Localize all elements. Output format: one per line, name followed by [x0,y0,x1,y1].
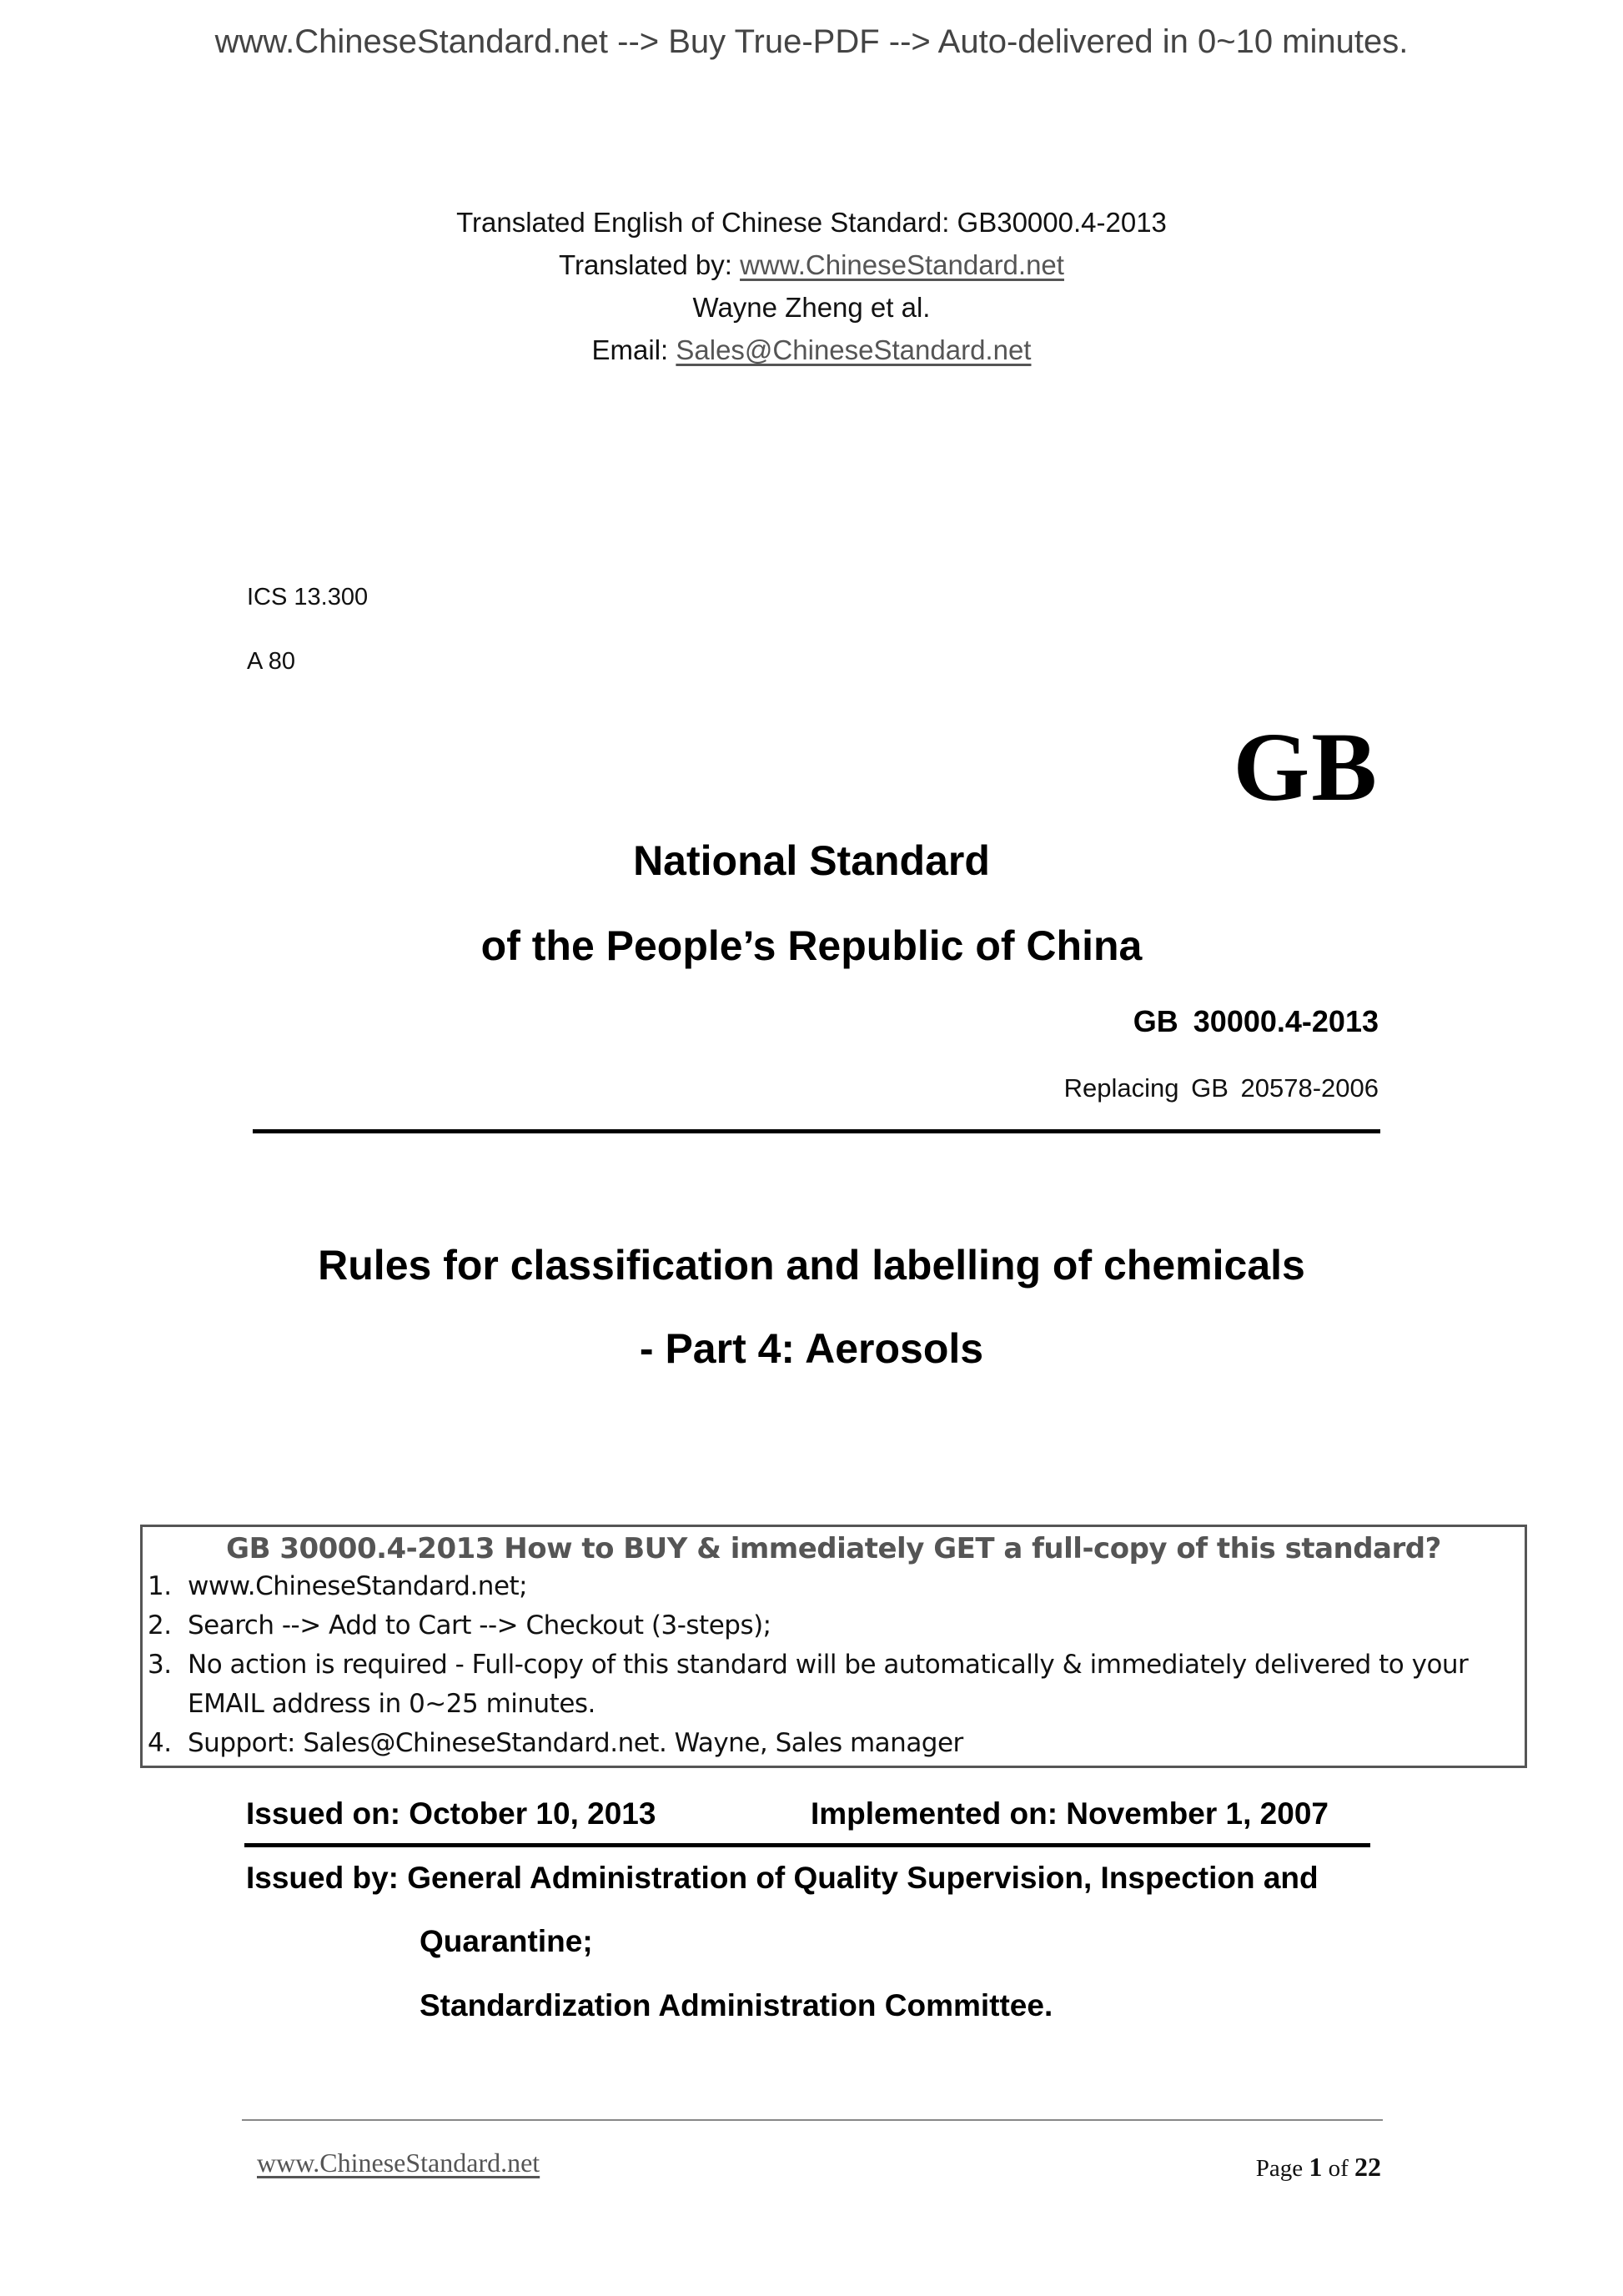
step-text: No action is required - Full-copy of this standard will be automatically & immediately delivered to your EMAIL address in 0~25 minutes. [188,1650,1469,1719]
ccs-code: A 80 [247,648,296,675]
top-banner: www.ChineseStandard.net --> Buy True-PDF --> Auto-delivered in 0~10 minutes. [214,23,1409,60]
page-current: 1 [1309,2152,1323,2182]
issued-by-line1 [246,1861,1319,1896]
translated-by-label: Translated by: [559,249,741,280]
step-number: 1. [148,1571,172,1601]
issuer-name-1-cont: Quarantine; [420,1924,593,1958]
footer-website-link[interactable]: www.ChineseStandard.net [257,2148,540,2178]
purchase-box-heading: GB 30000.4-2013 How to BUY & immediately GET a full-copy of this standard? [226,1532,1441,1565]
issued-by-label: Issued by: [246,1861,408,1895]
gb-logo: GB [1233,712,1379,821]
header-divider [253,1129,1380,1133]
step-number: 2. [148,1610,172,1640]
translation-title: Translated English of Chinese Standard: GB30000.4-2013 [456,207,1167,238]
purchase-step [143,1606,1525,1645]
page-sep: of [1322,2155,1354,2182]
issuer-name-1: General Administration of Quality Supervision, Inspection and [407,1861,1319,1895]
document-title-line1: Rules for classification and labelling of chemicals [318,1242,1305,1289]
purchase-step [143,1645,1525,1724]
dates-divider [244,1843,1370,1847]
step-text: Search --> Add to Cart --> Checkout (3-steps); [188,1610,771,1640]
page-prefix: Page [1255,2155,1309,2182]
email-link[interactable]: Sales@ChineseStandard.net [676,334,1032,365]
email-line [0,334,1623,366]
purchase-info-box [140,1525,1527,1768]
authors: Wayne Zheng et al. [692,292,931,323]
translated-by [0,249,1623,281]
translator-website-link[interactable]: www.ChineseStandard.net [740,249,1064,280]
step-number: 3. [148,1650,172,1680]
purchase-step [143,1724,1525,1763]
step-text[interactable]: www.ChineseStandard.net; [188,1571,528,1601]
replacing-standard: Replacing GB 20578-2006 [1063,1073,1379,1103]
implemented-on-date: Implemented on: November 1, 2007 [811,1796,1329,1831]
step-number: 4. [148,1728,172,1758]
issued-on-date: Issued on: October 10, 2013 [246,1796,656,1831]
ics-code: ICS 13.300 [247,584,369,610]
page-number [1256,2152,1381,2183]
standard-title-line1: National Standard [633,837,990,884]
purchase-step [143,1567,1525,1606]
footer-divider [242,2119,1383,2121]
issuer-name-2: Standardization Administration Committee. [420,1988,1053,2022]
purchase-steps-list [143,1567,1525,1763]
standard-code: GB 30000.4-2013 [1133,1004,1379,1038]
document-title-line2: - Part 4: Aerosols [639,1325,984,1372]
standard-title-line2: of the People’s Republic of China [480,922,1143,969]
step-text: Support: Sales@ChineseStandard.net. Wayne, Sales manager [188,1728,963,1758]
email-label: Email: [591,334,676,365]
page-total: 22 [1354,2152,1381,2182]
